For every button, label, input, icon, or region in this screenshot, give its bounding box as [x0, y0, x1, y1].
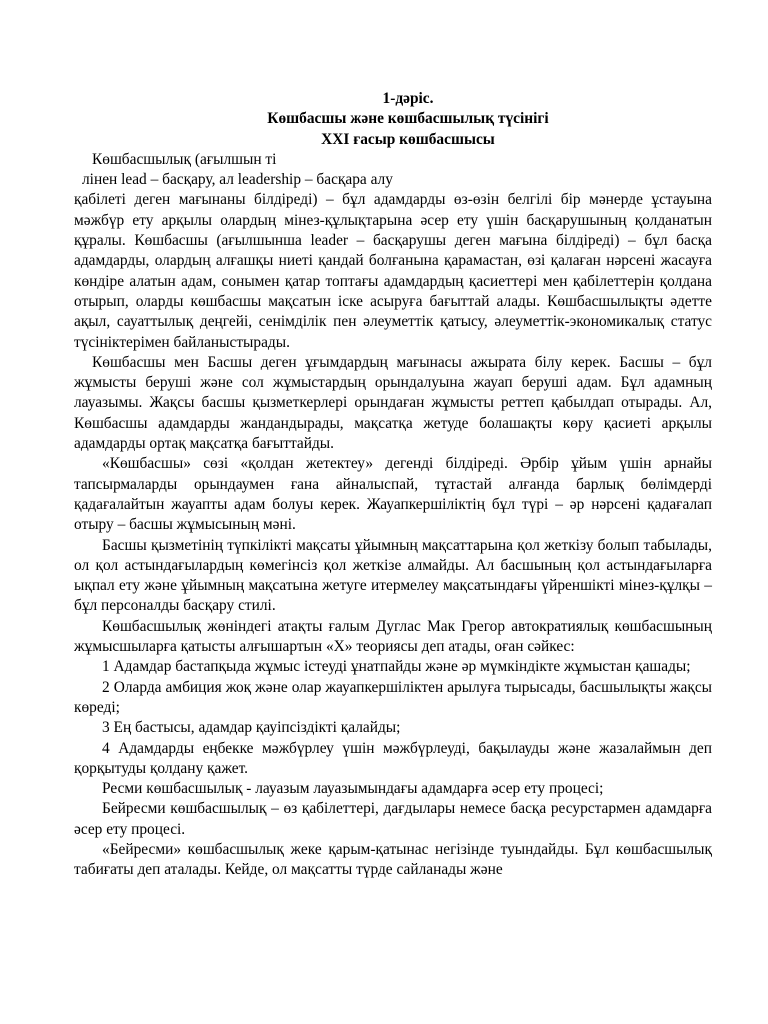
paragraph-formal-leadership: Ресми көшбасшылық - лауазым лауазымындағы адамдарға әсер ету процесі;: [102, 780, 604, 798]
lecture-topic: Көшбасшы және көшбасшылық түсінігі: [267, 110, 549, 128]
paragraph-leadership-definition: қабілеті деген мағынаны білдіреді) – бұл адамдарды өз-өзін белгілі бір мәнерде ұстауына мәжбүр ету арқылы олардың мінез-құлықтарына әсер ету үшін басқарушының қолданатын құралы. Көшбасшы (ағылшынша leader – басқарушы деген мағына білдіреді) – бұл басқа адамдарды, олардың алғашқы ниеті қандай болғанына қарамастан, өзі қалаған нәрсені жасауға көндіре алатын адам, сонымен қатар топтағы адамдардың қасиеттері мен қабілеттерін қолдана отырып, оларды көшбасшы мақсатын іске асыруға бағыттай алады. Көшбасшылықты әдетте ақыл, сауаттылық деңгейі, сенімділік пен әлеуметтік қатысу, әлеуметтік-экономикалық статус түсініктерімен байланыстырады.: [74, 191, 712, 351]
paragraph-fragment-2: лінен lead – басқару, ал leadership – басқара алу: [82, 171, 393, 189]
paragraph-fragment-1: Көшбасшылық (ағылшын ті: [92, 150, 277, 168]
paragraph-manager-goal: Басшы қызметінің түпкілікті мақсаты ұйымның мақсаттарына қол жеткізу болып табылады, ол қол астындағылардың көмегінсіз қол жеткізе алмайды. Ал басшының қол астындағыларға ықпал ету және ұйымның мақсатына жетуге итермелеу мақсатындағы үйреншікті мінез-құлқы – бұл персоналды басқару стилі.: [74, 536, 712, 615]
list-item-2: 2 Оларда амбиция жоқ және олар жауапкершіліктен арылуға тырысады, басшылықты жақсы көреді;: [74, 678, 712, 716]
paragraph-leader-meaning: «Көшбасшы» сөзі «қолдан жетектеу» дегенді білдіреді. Әрбір ұйым үшін арнайы тапсырмаларды орындаумен ғана айналыспай, тұтастай алғанда барлық бөлімдерді қадағалайтын жауапты адам болуы керек. Жауапкершіліктің бұл түрі – әр нәрсені қадағалап отыру – басшы жұмысының мәні.: [74, 455, 712, 534]
paragraph-leader-vs-manager: Көшбасшы мен Басшы деген ұғымдардың мағынасы ажырата білу керек. Басшы – бұл жұмысты беруші және сол жұмыстардың орындалуына жауап беруші адам. Бұл адамның лауазымы. Жақсы басшы қызметкерлері орындаған жұмысты реттеп қабылдап отырады. Ал, Көшбасшы адамдарды жандандырады, мақсатқа жетуде болашақты көру қасиеті арқылы адамдарды ортақ мақсатқа бағыттайды.: [74, 353, 712, 453]
list-item-4: 4 Адамдарды еңбекке мәжбүрлеу үшін мәжбүрлеуді, бақылауды және жазалаймын деп қорқытуды қолдану қажет.: [74, 739, 712, 777]
paragraph-theory-x: Көшбасшылық жөніндегі атақты ғалым Дуглас Мак Грегор автократиялық көшбасшының жұмысшыларға қатысты алғышартын «Х» теориясы деп атады, оған сәйкес:: [74, 617, 712, 656]
paragraph-informal-origin: «Бейресми» көшбасшылық жеке қарым-қатынас негізінде туындайды. Бұл көшбасшылық табиғаты деп аталады. Кейде, ол мақсатты түрде сайланады және: [74, 840, 712, 879]
paragraph-informal-leadership: Бейресми көшбасшылық – өз қабілеттері, дағдылары немесе басқа ресурстармен адамдарға әсер ету процесі.: [74, 800, 712, 838]
list-item-3: 3 Ең бастысы, адамдар қауіпсіздікті қалайды;: [102, 719, 401, 737]
list-item-1: 1 Адамдар бастапқыда жұмыс істеуді ұнатпайды және әр мүмкіндікте жұмыстан қашады;: [102, 658, 691, 676]
document-body: [74, 89, 712, 881]
lecture-number: 1-дәріс.: [382, 90, 434, 107]
lecture-subtitle: XXI ғасыр көшбасшысы: [321, 130, 495, 148]
